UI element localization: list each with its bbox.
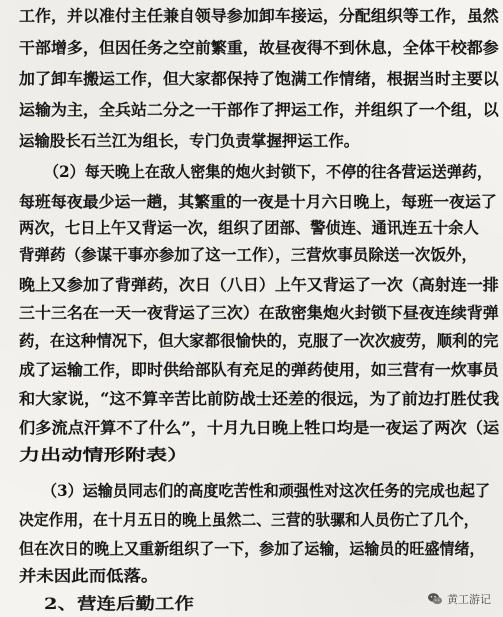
text-line: 加了卸车搬运工作，但大家都保持了饱满工作情绪，根据当时主要以 [19, 69, 499, 88]
text-line: （2）每天晚上在敌人密集的炮火封锁下，不停的往各营运送弹药， [44, 162, 493, 181]
text-line: 两次，七日上午又背运一次，组织了团部、警侦连、通讯连五十余人 [19, 218, 479, 237]
text-line: 成了运输工作，即时供给部队有充足的弹药使用，如三营有一炊事员 [19, 360, 499, 379]
text-line: 干部增多，但因任务之空前繁重，故昼夜得不到休息，全体干校都参 [19, 38, 499, 57]
text-line: 每班每夜最少运一趟，其繁重的一夜是十月六日晚上，每班一夜运了 [19, 192, 497, 211]
text-line: 并未因此而低落。 [19, 566, 159, 585]
text-line: 和大家说，“这不算辛苦比前防战士还差的很远，为了前边打胜仗我 [19, 389, 500, 408]
watermark-text: 黄工游记 [447, 593, 491, 606]
text-line: 工作，并以准付主任兼自领导参加卸车接运，分配组织等工作，虽然 [19, 6, 499, 25]
text-line: （3）运输员同志们的高度吃苦性和顽强性对这次任务的完成也起了 [42, 481, 491, 500]
text-line: 但在次日的晚上又重新组织了一下，参加了运输，运输员的旺盛情绪， [19, 539, 485, 558]
wechat-icon [427, 592, 443, 606]
text-line: 力出动情形附表） [19, 445, 189, 464]
text-line: 三十三名在一天一夜背运了三次）在敌密集炮火封锁下昼夜连续背弹 [19, 303, 499, 322]
text-line: 运输股长石兰江为组长，专门负责掌握押运工作。 [19, 131, 360, 150]
watermark [427, 591, 491, 607]
text-line: 决定作用，在十月五日的晚上虽然二、三营的驮骡和人员伤亡了几个， [19, 510, 479, 529]
text-line: 药，在这种情况下，但大家都很愉快的，克服了一次次疲劳，顺利的完 [19, 331, 499, 350]
section-heading: 2、营连后勤工作 [44, 594, 194, 613]
text-line: 们多流点汗算不了什么”，十月九日晚上牲口均是一夜运了两次（运 [19, 418, 500, 437]
text-line: 背弹药（参谋干事亦参加了这一工作），三营炊事员除送一次饭外， [19, 245, 478, 264]
text-line: 晚上又参加了背弹药，次日（八日）上午又背运了一次（高射连一排 [19, 275, 499, 294]
text-line: 运输为主，全兵站二分之一干部作了押运工作，并组织了一个组，以 [19, 100, 499, 119]
